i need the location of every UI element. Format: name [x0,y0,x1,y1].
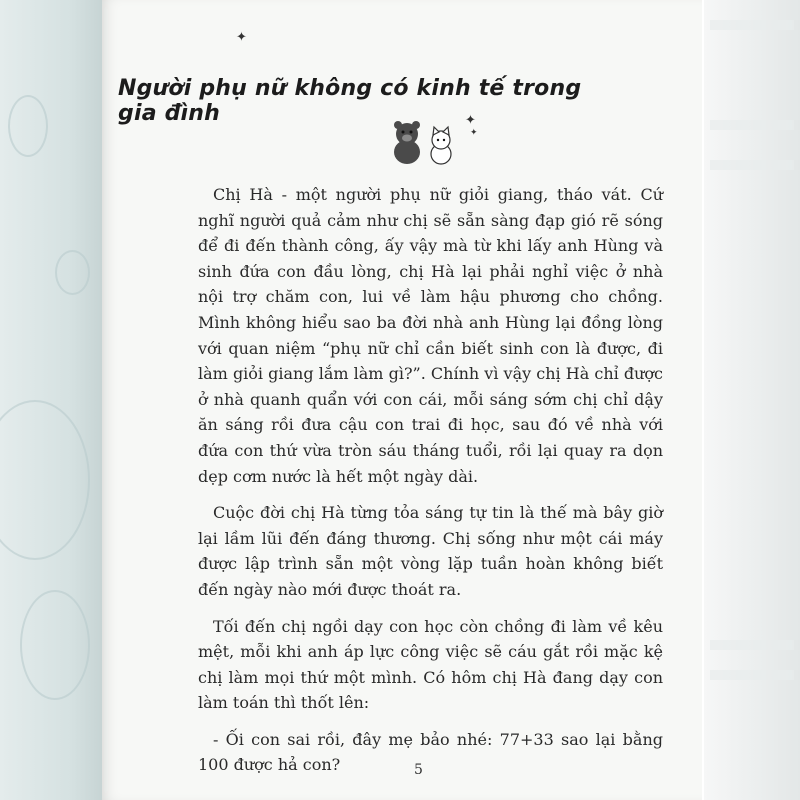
page-right-edge [704,0,800,800]
body-text [198,182,663,789]
doodle-circle-decoration [20,590,90,700]
sparkle-icon: ✦ [465,113,476,128]
doodle-circle-decoration [8,95,48,157]
sparkle-icon: ✦ [236,30,247,45]
bear-icon [394,121,420,164]
paragraph: Cuộc đời chị Hà từng tỏa sáng tự tin là thế mà bây giờ lại lầm lũi đến đáng thương. Chị sống như một cái máy được lập trình sẵn một vòng lặp tuần hoàn không biết đến ngày nào mới được thoát ra. [198,503,663,599]
sparkle-icon: ✦ [470,128,478,138]
dialog-line: - Ối con sai rồi, đây mẹ bảo nhé: 77+33 sao lại bằng 100 được hả con? [198,729,663,775]
paragraph: Chị Hà - một người phụ nữ giỏi giang, tháo vát. Cứ nghĩ người quả cảm như chị sẽ sẵn sàng đạp gió rẽ sóng để đi đến thành công, ấy vậy mà từ khi lấy anh Hùng và sinh đứa con đầu lòng, chị Hà lại phải nghỉ việc ở nhà nội trợ chăm con, lui về làm hậu phương cho chồng. Mình không hiểu sao ba đời nhà anh Hùng lại đồng lòng với quan niệm “phụ nữ chỉ cần biết sinh con là được, đi làm giỏi giang lắm làm gì?”. Chính vì vậy chị Hà chỉ được ở nhà quanh quẩn với con cái, mỗi sáng sớm chị chỉ dậy ăn sáng rồi đưa cậu con trai đi học, sau đó về nhà với đứa con thứ vừa tròn sáu tháng tuổi, rồi lại quay ra dọn dẹp cơm nước là hết một ngày dài. [198,185,663,486]
doodle-circle-decoration [55,250,90,295]
chapter-title: Người phụ nữ không có kinh tế trong gia đình [118,76,582,126]
paragraph: Tối đến chị ngồi dạy con học còn chồng đi làm về kêu mệt, mỗi khi anh áp lực công việc sẽ cáu gắt rồi mặc kệ chị làm mọi thứ một mình. Có hôm chị Hà đang dạy con làm toán thì thốt lên: [198,616,663,713]
doodle-circle-decoration [0,400,90,560]
adjacent-left-page [0,0,102,800]
cat-icon [431,127,451,164]
page-number: 5 [414,762,423,778]
mascot-icon [385,118,465,166]
